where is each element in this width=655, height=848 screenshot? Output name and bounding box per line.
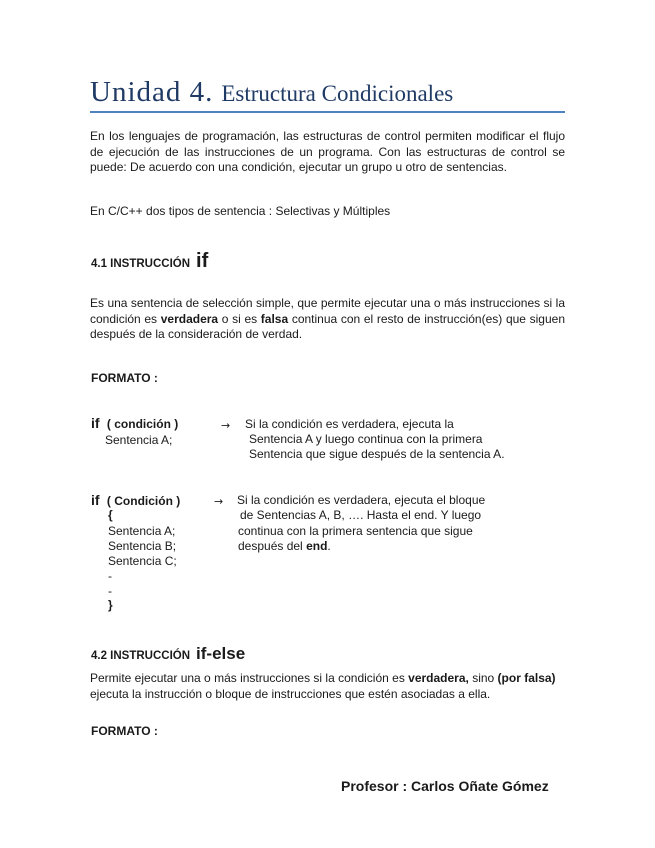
section-heading-label: 4.1 INSTRUCCIÓN xyxy=(91,258,191,270)
format2-statement: Sentencia A; xyxy=(108,524,176,538)
author-footer: Profesor : Carlos Oñate Gómez xyxy=(341,778,549,794)
title-underline xyxy=(90,111,565,113)
text-span: continua con el resto de instrucción(es) que siguen después de la consideración de verdad. xyxy=(90,311,565,342)
format1-desc-line: Sentencia A y luego continua con la primera xyxy=(249,432,483,446)
format1-keyword: if xyxy=(91,415,100,431)
intro-paragraph: En los lenguajes de programación, las estructuras de control permiten modificar el flujo de ejecución de las instrucciones de un programa. Con las estructuras de control se puede: De acuerdo con una condición, ejecutar un grupo u otro de sentencias. xyxy=(90,129,565,175)
format1-statement: Sentencia A; xyxy=(105,433,173,447)
format2-dash: - xyxy=(108,584,112,598)
bold-term-true: verdadera, xyxy=(408,671,469,685)
section-keyword: if-else xyxy=(196,644,246,663)
page-title xyxy=(90,76,453,109)
format2-condition: ( Condición ) xyxy=(106,494,181,508)
format1-desc-line: Sentencia que sigue después de la sentencia A. xyxy=(249,447,505,461)
section-paragraph-if-else xyxy=(90,671,565,702)
format-label: FORMATO : xyxy=(91,371,158,385)
format2-desc-line: de Sentencias A, B, …. Hasta el end. Y luego xyxy=(240,508,482,522)
section-heading-if-else xyxy=(91,644,245,664)
format2-desc-line: continua con la primera sentencia que sigue xyxy=(238,524,473,538)
arrow-icon: → xyxy=(214,495,224,508)
format2-statement: Sentencia C; xyxy=(108,554,177,568)
text-span: Permite ejecutar una o más instrucciones si la condición es xyxy=(90,671,409,685)
section-keyword: if xyxy=(196,250,209,272)
open-brace: { xyxy=(108,508,113,522)
format1-syntax xyxy=(91,416,178,433)
unit-number: Unidad 4. xyxy=(90,76,214,108)
format2-statement: Sentencia B; xyxy=(108,539,177,553)
bold-term-false: falsa xyxy=(260,311,289,326)
bold-term-end: end xyxy=(306,539,328,553)
section-heading-label: 4.2 INSTRUCCIÓN xyxy=(91,650,191,662)
format1-desc-line: Si la condición es verdadera, ejecuta la xyxy=(245,417,454,431)
section-paragraph-if xyxy=(90,296,565,343)
text-span: sino xyxy=(468,671,498,685)
format1-condition: ( condición ) xyxy=(106,417,179,431)
text-span: o si es xyxy=(218,311,261,326)
format2-desc-line xyxy=(238,539,331,555)
intro-types-line: En C/C++ dos tipos de sentencia : Selectivas y Múltiples xyxy=(90,204,391,218)
text-span: . xyxy=(327,539,331,553)
unit-name: Estructura Condicionales xyxy=(221,81,454,106)
close-brace: } xyxy=(108,598,113,612)
format2-desc-line: Si la condición es verdadera, ejecuta el bloque xyxy=(237,493,486,507)
text-span: Es una sentencia de selección simple, que permite ejecutar una o más instrucciones si la condición es xyxy=(90,296,565,326)
section-heading-if xyxy=(91,250,208,273)
format2-keyword: if xyxy=(91,492,100,508)
bold-term-true: verdadera xyxy=(160,311,219,326)
format-label: FORMATO : xyxy=(91,724,158,738)
arrow-icon: → xyxy=(221,419,231,432)
text-span: después del xyxy=(238,539,307,553)
format2-syntax xyxy=(91,493,180,510)
text-span: ejecuta la instrucción o bloque de instrucciones que estén asociadas a ella. xyxy=(90,686,491,701)
format2-dash: - xyxy=(108,569,112,583)
bold-term-false: (por falsa) xyxy=(497,671,556,685)
